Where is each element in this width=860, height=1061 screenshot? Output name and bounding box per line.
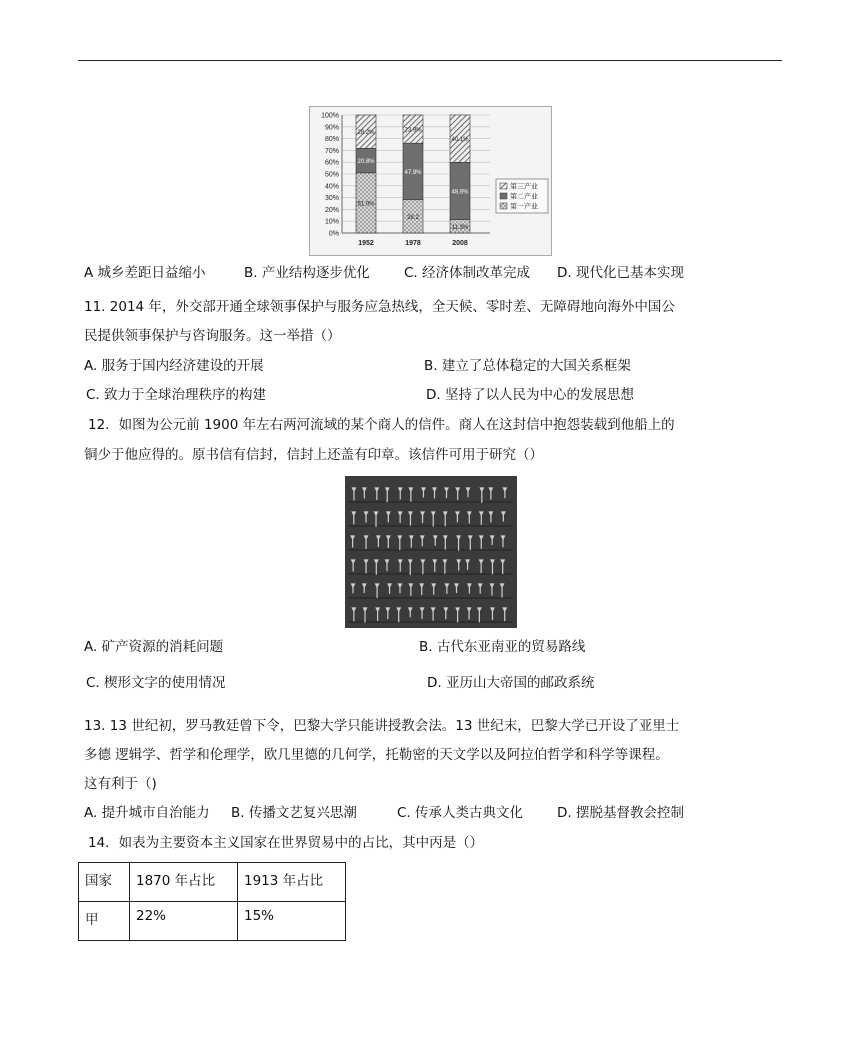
q13-option-c[interactable]: C. 传承人类古典文化 — [397, 805, 524, 821]
q12-stem-line1: 12．如图为公元前 1900 年左右两河流域的某个商人的信件。商人在这封信中抱怨装载到他船上的 — [88, 417, 675, 433]
y-tick-label: 10% — [324, 218, 339, 226]
y-tick-label: 60% — [324, 159, 339, 167]
table-header-cell: 1913 年占比 — [238, 863, 346, 902]
bar-data-label: 51.0% — [357, 201, 375, 208]
table-cell: 甲 — [79, 902, 130, 941]
y-tick-label: 90% — [324, 124, 339, 132]
bar-data-label: 11.3% — [451, 224, 469, 231]
table-cell: 15% — [238, 902, 346, 941]
legend-swatch — [500, 193, 507, 199]
bar-data-label: 48.6% — [451, 189, 469, 196]
y-tick-label: 50% — [324, 171, 339, 179]
cuneiform-tablet-image — [345, 476, 517, 628]
q13-option-b[interactable]: B. 传播文艺复兴思潮 — [231, 805, 357, 821]
q13-stem-line3: 这有利于（) — [84, 776, 157, 792]
y-tick-label: 0% — [328, 230, 339, 238]
y-tick-label: 20% — [324, 206, 339, 214]
y-tick-label: 100% — [321, 112, 339, 120]
x-tick-label: 1952 — [358, 240, 374, 247]
bar-data-label: 47.9% — [404, 169, 422, 176]
table-row — [79, 902, 346, 941]
legend-label: 第一产业 — [510, 202, 538, 211]
bar-data-label: 23.9% — [404, 127, 422, 134]
bar-data-label: 20.8% — [357, 159, 375, 166]
q10-option-b[interactable]: B. 产业结构逐步优化 — [244, 265, 370, 281]
top-rule — [78, 60, 782, 61]
q12-option-a[interactable]: A. 矿产资源的消耗问题 — [84, 639, 224, 655]
q13-stem-line2: 多德 逻辑学、哲学和伦理学，欧几里德的几何学，托勒密的天文学以及阿拉伯哲学和科学等课程。 — [84, 747, 669, 763]
y-tick-label: 30% — [324, 195, 339, 203]
q11-option-b[interactable]: B. 建立了总体稳定的大国关系框架 — [424, 358, 631, 374]
industry-structure-chart — [309, 106, 552, 256]
legend-swatch — [500, 203, 507, 209]
x-tick-label: 2008 — [452, 240, 468, 247]
q13-option-d[interactable]: D. 摆脱基督教会控制 — [557, 805, 684, 821]
q13-stem-line1: 13. 13 世纪初，罗马教廷曾下令，巴黎大学只能讲授教会法。13 世纪末，巴黎大学已开设了亚里士 — [84, 718, 680, 734]
q12-option-c[interactable]: C. 楔形文字的使用情况 — [86, 675, 226, 691]
q13-option-a[interactable]: A. 提升城市自治能力 — [84, 805, 210, 821]
q10-option-d[interactable]: D. 现代化已基本实现 — [557, 265, 684, 281]
q10-option-c[interactable]: C. 经济体制改革完成 — [404, 265, 531, 281]
q11-option-d[interactable]: D. 坚持了以人民为中心的发展思想 — [426, 387, 634, 403]
table-header-row — [79, 863, 346, 902]
trade-share-table — [78, 862, 346, 941]
bar-data-label: 40.1% — [451, 137, 469, 144]
q10-option-a[interactable]: A 城乡差距日益缩小 — [84, 265, 206, 281]
legend-label: 第二产业 — [510, 192, 538, 201]
q11-option-a[interactable]: A. 服务于国内经济建设的开展 — [84, 358, 264, 374]
q11-stem-line1: 11. 2014 年，外交部开通全球领事保护与服务应急热线，全天候、零时差、无障碍地向海外中国公 — [84, 299, 675, 315]
chart-svg — [310, 107, 551, 255]
q11-option-c[interactable]: C. 致力于全球治理秩序的构建 — [86, 387, 267, 403]
y-tick-label: 40% — [324, 183, 339, 191]
y-tick-label: 70% — [324, 147, 339, 155]
table-header-cell: 1870 年占比 — [130, 863, 238, 902]
q12-option-b[interactable]: B. 古代东亚南亚的贸易路线 — [419, 639, 586, 655]
q12-stem-line2: 铜少于他应得的。原书信有信封，信封上还盖有印章。该信件可用于研究（） — [84, 447, 543, 463]
table-header-cell: 国家 — [79, 863, 130, 902]
bar-data-label: 28.2 — [407, 214, 419, 221]
q14-stem: 14．如表为主要资本主义国家在世界贸易中的占比，其中丙是（） — [88, 835, 484, 851]
legend-label: 第三产业 — [510, 182, 538, 191]
q12-option-d[interactable]: D. 亚历山大帝国的邮政系统 — [427, 675, 595, 691]
bar-data-label: 28.2% — [357, 130, 375, 137]
table-cell: 22% — [130, 902, 238, 941]
legend-swatch — [500, 183, 507, 189]
y-tick-label: 80% — [324, 136, 339, 144]
q11-stem-line2: 民提供领事保护与咨询服务。这一举措（） — [84, 328, 341, 344]
x-tick-label: 1978 — [405, 240, 421, 247]
